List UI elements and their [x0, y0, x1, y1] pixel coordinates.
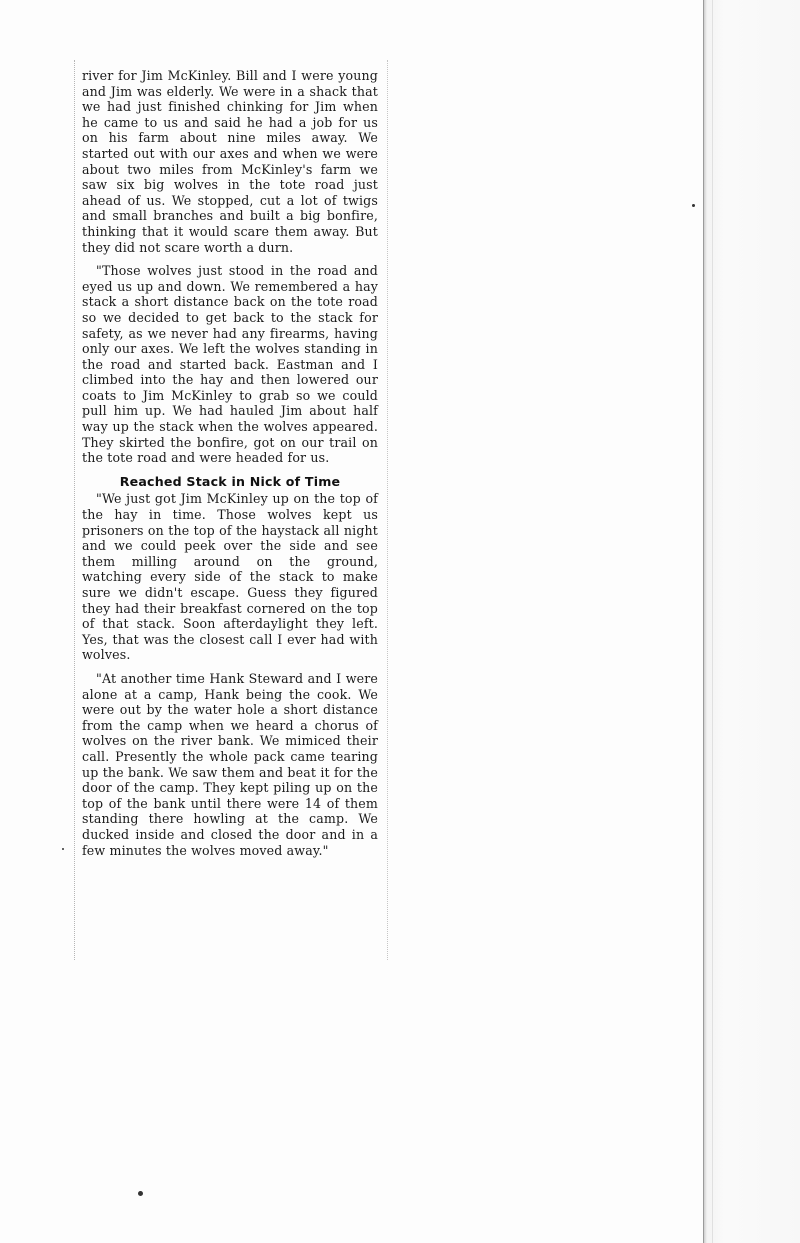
article-paragraph: "Those wolves just stood in the road and eyed us up and down. We remembered a hay stack a short distance back on the tote road so we decided to get back to the stack for safety, as we never had any firearms, having only our axes. We left the wolves standing in the road and started back. Eastman and I climbed into the hay and then lowered our coats to Jim McKinley to grab so we could pull him up. We had hauled Jim about half way up the stack when the wolves appeared. They skirted the bonfire, got on our trail on the tote road and were headed for us. [82, 263, 378, 466]
article-subheading: Reached Stack in Nick of Time [119, 473, 341, 489]
ink-speck [692, 204, 695, 207]
ink-speck [62, 848, 64, 850]
article-paragraph: "We just got Jim McKinley up on the top of the hay in time. Those wolves kept us prisoners on the top of the haystack all night and we could peek over the side and see them milling around on the ground, watching every side of the stack to make sure we didn't escape. Guess they figured they had their breakfast cornered on the top of that stack. Soon afterdaylight they left. Yes, that was the closest call I ever had with wolves. [82, 491, 378, 663]
article-column [82, 68, 378, 866]
article-paragraph: river for Jim McKinley. Bill and I were young and Jim was elderly. We were in a shack that we had just finished chinking for Jim when he came to us and said he had a job for us on his farm about nine miles away. We started out with our axes and when we were about two miles from McKinley's farm we saw six big wolves in the tote road just ahead of us. We stopped, cut a lot of twigs and small branches and built a big bonfire, thinking that it would scare them away. But they did not scare worth a durn. [82, 68, 378, 255]
article-paragraph: "At another time Hank Steward and I were alone at a camp, Hank being the cook. We were out by the water hole a short distance from the camp when we heard a chorus of wolves on the river bank. We mimiced their call. Presently the whole pack came tearing up the bank. We saw them and beat it for the door of the camp. They kept piling up on the top of the bank until there were 14 of them standing there howling at the camp. We ducked inside and closed the door and in a few minutes the wolves moved away." [82, 670, 378, 858]
page-edge-shadow [703, 0, 800, 1243]
ink-speck [138, 1191, 143, 1196]
